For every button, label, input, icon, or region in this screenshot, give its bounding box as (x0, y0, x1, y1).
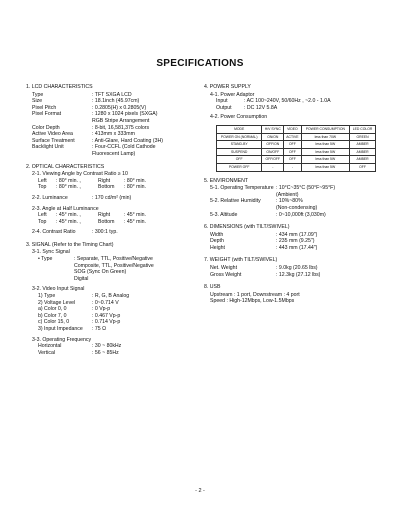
lcd-value: : TFT SXGA LCD (92, 91, 132, 98)
table-row (217, 156, 376, 164)
dimension-value: : 235 mm (9.25") (276, 238, 315, 245)
environment-value: : 10%~80% (276, 198, 303, 205)
lcd-label: Backlight Unit (32, 144, 64, 151)
contrast-label: 2-4. Contrast Ratio (32, 229, 76, 236)
sync-type-value: : Separate, TTL, Positive/Negative (74, 256, 153, 263)
table-header-cell: LED COLOR (350, 125, 376, 133)
adaptor-value: : AC 100~240V, 50/60Hz , ~2.0 - 1.0A (244, 98, 331, 105)
angle-a: Left (38, 212, 47, 219)
optical-section (26, 164, 202, 236)
video-label: a) Color 0, 0 (38, 306, 67, 313)
adaptor-rows (204, 98, 380, 111)
angle-d: : 80° min. (124, 184, 146, 191)
dimension-label: Width (210, 231, 224, 238)
lcd-heading: 1. LCD CHARACTERISTICS (26, 84, 93, 90)
adaptor-label: Output (216, 104, 232, 111)
table-header-cell: VIDEO (284, 125, 301, 133)
angle-row (26, 219, 202, 226)
sync-line: Digital (74, 275, 89, 282)
dimension-label: Depth (210, 238, 224, 245)
lcd-label: Surface Treatment (32, 137, 75, 144)
dimension-value: : 434 mm (17.09") (276, 231, 318, 238)
frequency-value: : 56 ~ 85Hz (92, 349, 119, 356)
weight-row (204, 265, 380, 272)
half-luminance-heading: 2-3. Angle at Half Luminance (32, 205, 99, 212)
frequency-row (26, 343, 202, 350)
page-number: - 2 - (195, 488, 205, 494)
weight-value: : 12.3kg (27.12 lbs) (276, 271, 321, 278)
signal-section (26, 242, 202, 357)
luminance-value: : 170 cd/m² (min) (92, 194, 132, 201)
lcd-value: Fluorescent Lamp) (92, 150, 136, 157)
frequency-value: : 30 ~ 80kHz (92, 343, 122, 350)
video-label: 1) Type (38, 293, 56, 300)
angle-a: Top (38, 218, 47, 225)
video-value: : 0.714 Vp-p (92, 319, 121, 326)
video-row (26, 319, 202, 326)
adaptor-value: : DC 12V 5.8A (244, 104, 278, 111)
lcd-row (26, 111, 202, 118)
angle-b: : 45° min. , (56, 218, 81, 225)
table-header-cell: POWER CONSUMPTION (301, 125, 349, 133)
lcd-row (26, 144, 202, 151)
dimension-row (204, 232, 380, 239)
environment-rows (204, 185, 380, 218)
environment-label (210, 205, 276, 212)
video-value: : 75 Ω (92, 326, 106, 332)
frequency-label: Vertical (38, 349, 56, 356)
table-cell: less than 70W (301, 133, 349, 141)
table-row (217, 133, 376, 141)
table-cell: less than 5W (301, 163, 349, 171)
table-cell: POWER OFF (217, 163, 262, 171)
table-cell: AMBER (350, 148, 376, 156)
lcd-label: Type (32, 91, 44, 98)
table-cell: ON/OFF (262, 148, 284, 156)
consumption-heading: 4-2. Power Consumption (210, 114, 268, 121)
usb-lines (204, 292, 380, 305)
angle-row (26, 184, 202, 191)
table-header-cell: MODE (217, 125, 262, 133)
lcd-label: Pixel Format (32, 111, 62, 118)
lcd-row (26, 118, 202, 125)
usb-line: Speed : High-12Mbps, Low-1.5Mbps (210, 298, 295, 305)
lcd-rows (26, 92, 202, 158)
lcd-value: : 0.2805(H) x 0.2805(V) (92, 104, 147, 111)
weight-rows (204, 265, 380, 278)
power-consumption-table (216, 125, 376, 172)
weight-label: Gross Weight (210, 271, 242, 278)
adaptor-heading: 4-1. Power Adaptor (210, 91, 255, 98)
lcd-row (26, 151, 202, 158)
environment-row (204, 185, 380, 192)
table-cell: GREEN (350, 133, 376, 141)
angle-row (26, 178, 202, 185)
environment-label: 5-2. Relative Humidity (210, 198, 261, 205)
video-label: b) Color 7, 0 (38, 312, 67, 319)
frequency-rows (26, 343, 202, 356)
video-label: c) Color 15, 0 (38, 319, 70, 326)
lcd-label: Active Video Area (32, 131, 73, 138)
environment-row (204, 198, 380, 205)
weight-row (204, 272, 380, 279)
power-heading: 4. POWER SUPPLY (204, 84, 251, 90)
video-label: 3) Input Impedance (38, 326, 83, 332)
luminance-label: 2-2. Luminance (32, 194, 68, 201)
angle-row (26, 212, 202, 219)
half-luminance-rows (26, 212, 202, 225)
video-value: : R, G, B Analog (92, 293, 130, 300)
table-cell: OFF/ON (262, 141, 284, 149)
dimension-value: : 443 mm (17.44") (276, 244, 318, 251)
lcd-value: : 8-bit, 16,581,375 colors (92, 124, 150, 131)
lcd-section (26, 84, 202, 158)
sync-type-row (26, 256, 202, 263)
table-cell: less than 5W (301, 156, 349, 164)
usb-line: Upstream : 1 port, Downstream : 4 port (210, 291, 300, 298)
table-cell: ON/ON (262, 133, 284, 141)
environment-heading: 5. ENVIRONMENT (204, 177, 249, 184)
lcd-label: Pixel Pitch (32, 104, 57, 111)
power-section (204, 84, 380, 172)
angle-a: Left (38, 177, 47, 184)
dimension-row (204, 245, 380, 252)
adaptor-row (204, 105, 380, 112)
table-cell: OFF (350, 163, 376, 171)
dimension-row (204, 238, 380, 245)
dimensions-heading: 6. DIMENSIONS (with TILT/SWIVEL) (204, 224, 290, 231)
angle-d: : 80° min. (124, 177, 146, 184)
dimension-label: Height (210, 244, 225, 251)
angle-b: : 80° min. , (56, 177, 81, 184)
environment-label (210, 192, 276, 199)
lcd-value: : 413mm x 333mm (92, 131, 135, 138)
sync-heading: 3-1. Sync Signal (32, 249, 70, 256)
lcd-value: : 18.1inch (45.97cm) (92, 98, 140, 105)
table-cell: POWER ON (NORMAL) (217, 133, 262, 141)
table-cell: OFF (217, 156, 262, 164)
environment-value: (Non-condensing) (276, 204, 318, 211)
table-row (217, 163, 376, 171)
luminance-row (26, 195, 202, 202)
frequency-label: Horizontal (38, 343, 62, 350)
environment-row (204, 205, 380, 212)
lcd-label: Color Depth (32, 124, 60, 131)
video-row (26, 293, 202, 300)
table-cell: - (284, 163, 301, 171)
video-input-rows (26, 293, 202, 333)
adaptor-row (204, 98, 380, 105)
table-cell: OFF (284, 141, 301, 149)
environment-row (204, 192, 380, 199)
optical-heading: 2. OPTICAL CHARACTERISTICS (26, 163, 105, 170)
table-cell: ACTIVE (284, 133, 301, 141)
video-label: 2) Voltage Level (38, 299, 76, 306)
lcd-value: : Anti-Glare, Hard Coating (3H) (92, 137, 163, 144)
signal-heading: 3. SIGNAL (Refer to the Timing Chart) (26, 241, 114, 248)
lcd-label (32, 118, 92, 125)
environment-label: 5-3. Altitude (210, 211, 238, 218)
lcd-label (32, 151, 92, 158)
sync-lines (26, 263, 202, 283)
right-column (204, 84, 380, 311)
angle-c: Bottom (98, 184, 115, 191)
table-cell: less than 5W (301, 148, 349, 156)
angle-c: Right (98, 177, 111, 184)
angle-b: : 45° min. , (56, 212, 81, 219)
weight-section (204, 257, 380, 278)
viewing-angle-heading: 2-1. Viewing Angle by Contrast Ratio ≥ 10 (32, 171, 128, 178)
angle-d: : 45° min. (124, 218, 146, 225)
lcd-label: Size (32, 98, 43, 105)
environment-value: : 0~10,000ft (3,030m) (276, 211, 326, 218)
left-column (26, 84, 202, 362)
lcd-row (26, 98, 202, 105)
environment-value: : 10°C~35°C (50°F~95°F) (276, 185, 336, 192)
viewing-angle-rows (26, 178, 202, 191)
dimensions-section (204, 224, 380, 251)
table-cell: less than 5W (301, 141, 349, 149)
video-value: : 0.467 Vp-p (92, 312, 121, 319)
video-row (26, 300, 202, 307)
weight-heading: 7. WEIGHT (with TILT/SWIVEL) (204, 257, 278, 264)
table-cell: SUSPEND (217, 148, 262, 156)
video-input-heading: 3-2. Video Input Signal (32, 286, 85, 293)
sync-line: SOG (Sync On Green) (74, 269, 127, 276)
lcd-value: : Four-CCFL (Cold Cathode (92, 144, 156, 151)
lcd-row (26, 138, 202, 145)
table-header-cell: H/V SYNC (262, 125, 284, 133)
table-cell: AMBER (350, 141, 376, 149)
table-header-row (217, 125, 376, 133)
sync-type-label: • Type (38, 256, 53, 263)
video-value: : 0~0.714 V (92, 299, 119, 306)
table-body (217, 133, 376, 171)
video-row (26, 313, 202, 320)
environment-label: 5-1. Operating Temperature (210, 185, 274, 192)
table-cell: OFF (284, 156, 301, 164)
lcd-row (26, 125, 202, 132)
usb-heading: 8. USB (204, 284, 221, 291)
contrast-value: : 300:1 typ. (92, 229, 118, 236)
environment-row (204, 212, 380, 219)
lcd-row (26, 131, 202, 138)
environment-value: (Ambient) (276, 191, 299, 198)
video-row (26, 326, 202, 333)
sync-line: Composite, TTL, Positive/Negative (74, 262, 154, 269)
table-cell: AMBER (350, 156, 376, 164)
weight-value: : 9.0kg (20.65 lbs) (276, 265, 318, 272)
angle-c: Right (98, 212, 111, 219)
table-cell: OFF/OFF (262, 156, 284, 164)
adaptor-label: Input (216, 98, 228, 105)
environment-section (204, 178, 380, 219)
video-value: : 0 Vp-p (92, 306, 111, 313)
angle-c: Bottom (98, 218, 115, 225)
lcd-row (26, 92, 202, 99)
contrast-row (26, 229, 202, 236)
page-title: SPECIFICATIONS (156, 58, 244, 69)
table-row (217, 141, 376, 149)
video-row (26, 306, 202, 313)
table-cell: - (262, 163, 284, 171)
dimensions-rows (204, 232, 380, 252)
table-cell: OFF (284, 148, 301, 156)
table-cell: STAND-BY (217, 141, 262, 149)
lcd-row (26, 105, 202, 112)
usb-section (204, 284, 380, 305)
lcd-value: : 1280 x 1024 pixels (SXGA) (92, 111, 158, 118)
angle-a: Top (38, 184, 47, 191)
frequency-row (26, 350, 202, 357)
frequency-heading: 3-3. Operating Frequency (32, 336, 92, 343)
angle-b: : 80° min. , (56, 184, 81, 191)
table-row (217, 148, 376, 156)
weight-label: Net. Weight (210, 265, 238, 272)
lcd-value: RGB Stripe Arrangement (92, 117, 150, 124)
angle-d: : 45° min. (124, 212, 146, 219)
